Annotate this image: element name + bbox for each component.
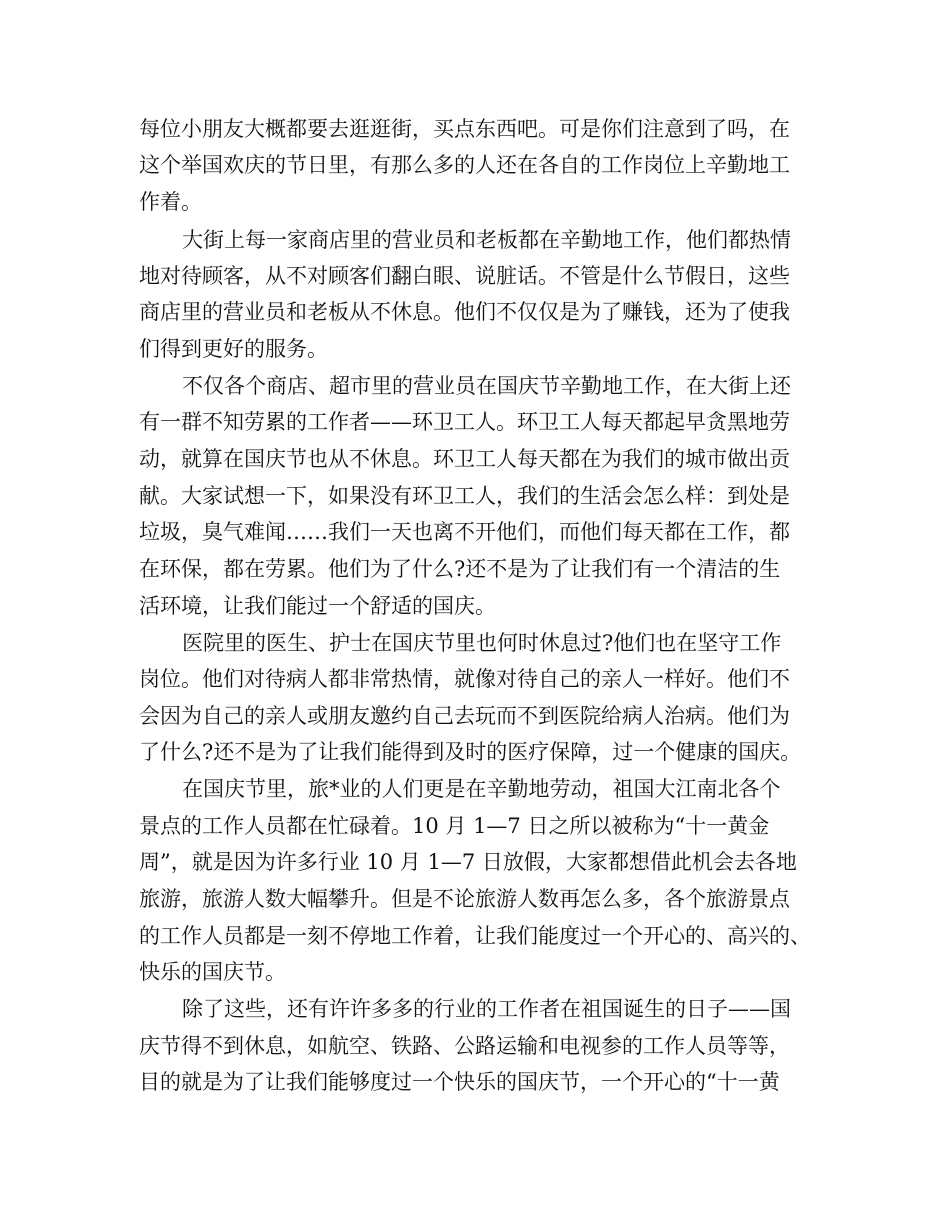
text-line: 们得到更好的服务。: [139, 337, 328, 361]
text-line: 地对待顾客，从不对顾客们翻白眼、说脏话。不管是什么节假日，这些: [139, 264, 790, 288]
text-line: 垃圾，臭气难闻……我们一天也离不开他们，而他们每天都在工作，都: [139, 520, 790, 544]
text-line: 献。大家试想一下，如果没有环卫工人，我们的生活会怎么样：到处是: [139, 484, 790, 508]
text-line: 这个举国欢庆的节日里，有那么多的人还在各自的工作岗位上辛勤地工: [139, 153, 790, 177]
text-line: 在环保，都在劳累。他们为了什么?还不是为了让我们有一个清洁的生: [139, 557, 781, 581]
text-line: 周”，就是因为许多行业 10 月 1—7 日放假，大家都想借此机会去各地: [139, 850, 797, 874]
text-line: 有一群不知劳累的工作者——环卫工人。环卫工人每天都起早贪黑地劳: [139, 410, 790, 434]
text-line: 商店里的营业员和老板从不休息。他们不仅仅是为了赚钱，还为了使我: [139, 300, 790, 324]
text-line: 不仅各个商店、超市里的营业员在国庆节辛勤地工作，在大街上还: [182, 374, 791, 398]
text-line: 医院里的医生、护士在国庆节里也何时休息过?他们也在坚守工作: [182, 631, 782, 655]
text-line: 目的就是为了让我们能够度过一个快乐的国庆节，一个开心的“十一黄: [139, 1070, 780, 1094]
text-line: 每位小朋友大概都要去逛逛街，买点东西吧。可是你们注意到了吗，在: [139, 117, 790, 141]
text-line: 景点的工作人员都在忙碌着。10 月 1—7 日之所以被称为“十一黄金: [139, 814, 770, 838]
text-line: 庆节得不到休息，如航空、铁路、公路运输和电视参的工作人员等等，: [139, 1034, 790, 1058]
text-line: 除了这些，还有许许多多的行业的工作者在祖国诞生的日子——国: [182, 997, 791, 1021]
text-line: 作着。: [139, 190, 202, 214]
text-line: 会因为自己的亲人或朋友邀约自己去玩而不到医院给病人治病。他们为: [139, 704, 790, 728]
text-line: 了什么?还不是为了让我们能得到及时的医疗保障，过一个健康的国庆。: [139, 740, 802, 764]
text-line: 快乐的国庆节。: [139, 960, 286, 984]
text-line: 的工作人员都是一刻不停地工作着，让我们能度过一个开心的、高兴的、: [139, 924, 811, 948]
text-line: 活环境，让我们能过一个舒适的国庆。: [139, 594, 496, 618]
text-line: 大街上每一家商店里的营业员和老板都在辛勤地工作，他们都热情: [182, 228, 791, 252]
text-line: 岗位。他们对待病人都非常热情，就像对待自己的亲人一样好。他们不: [139, 667, 790, 691]
text-line: 在国庆节里，旅*业的人们更是在辛勤地劳动，祖国大江南北各个: [182, 777, 781, 801]
text-line: 动，就算在国庆节也从不休息。环卫工人每天都在为我们的城市做出贡: [139, 447, 790, 471]
text-line: 旅游，旅游人数大幅攀升。但是不论旅游人数再怎么多，各个旅游景点: [139, 887, 790, 911]
